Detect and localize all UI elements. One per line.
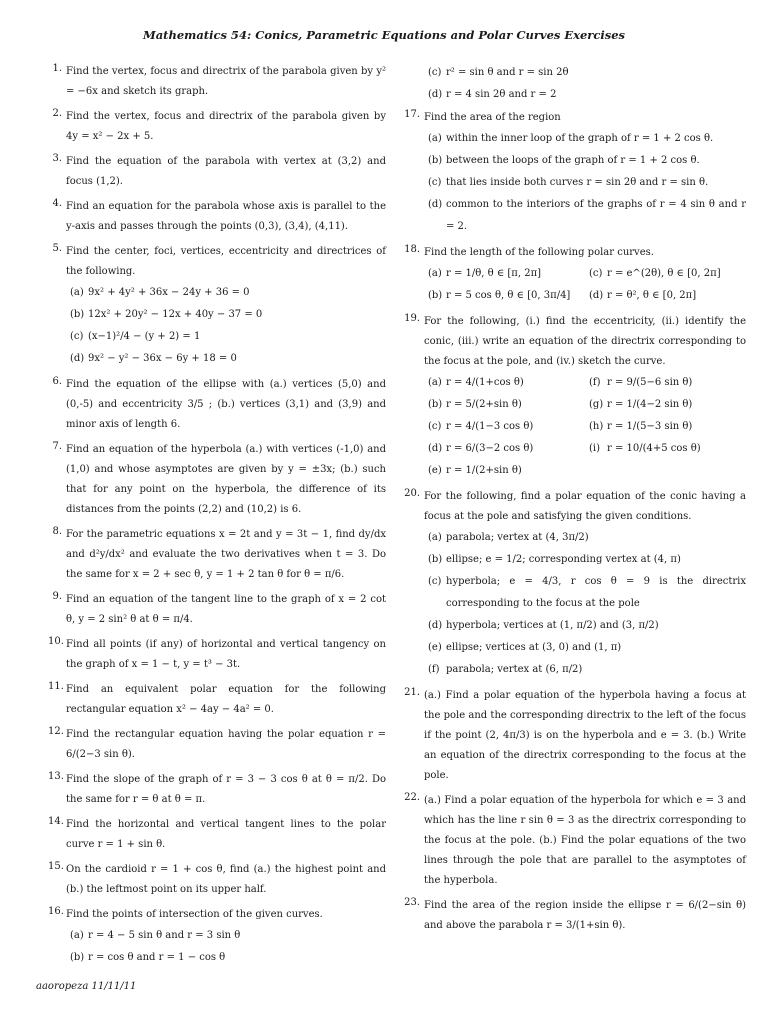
sub-part-text: between the loops of the graph of r = 1 + 2 cos θ. (446, 155, 700, 166)
sub-part-text: r = 4/(1+cos θ) (446, 377, 524, 388)
sub-part-text: within the inner loop of the graph of r = 1 + 2 cos θ. (446, 133, 714, 144)
sub-part-text: 12x² + 20y² − 12x + 40y − 37 = 0 (88, 309, 263, 320)
problem (48, 770, 386, 810)
problem-text: Find the length of the following polar curves. (424, 247, 654, 258)
sub-part-text: r = 10/(4+5 cos θ) (607, 443, 701, 454)
sub-part-label: (b) (428, 155, 443, 166)
sub-part-row (424, 416, 746, 438)
sub-part-text: r = 1/θ, θ ∈ [π, 2π] (446, 268, 542, 279)
sub-part (424, 84, 746, 106)
sub-part (424, 416, 585, 438)
sub-part-label: (i) (589, 443, 601, 454)
left-column (48, 62, 386, 974)
sub-part (585, 285, 746, 307)
problem-number: 5. (52, 243, 62, 254)
problem-text: Find the horizontal and vertical tangent lines to the polar curve r = 1 + sin θ. (66, 819, 386, 850)
sub-part (66, 947, 386, 969)
sub-part (424, 372, 585, 394)
sub-part-row (424, 438, 746, 460)
sub-part-label: (h) (589, 421, 604, 432)
sub-part-text: hyperbola; e = 4/3, r cos θ = 9 is the directrix corresponding to the focus at the pole (446, 576, 746, 609)
problem (400, 686, 746, 786)
sub-part-text: r = 4 − 5 sin θ and r = 3 sin θ (88, 930, 241, 941)
sub-part (424, 527, 746, 549)
problem-text: Find all points (if any) of horizontal and vertical tangency on the graph of x = 1 − t, y = t³ − 3t. (66, 639, 386, 670)
sub-part-label: (e) (428, 465, 442, 476)
sub-part (424, 285, 585, 307)
sub-part-text: parabola; vertex at (6, π/2) (446, 664, 583, 675)
sub-part-label: (d) (589, 290, 604, 301)
problem-number: 17. (404, 109, 420, 120)
sub-part-text: common to the interiors of the graphs of r = 4 sin θ and r = 2. (446, 199, 746, 232)
sub-part-text: ellipse; vertices at (3, 0) and (1, π) (446, 642, 622, 653)
problem (48, 725, 386, 765)
problem-number: 8. (52, 526, 62, 537)
sub-part-text: (x−1)²/4 − (y + 2) = 1 (88, 331, 201, 342)
problem (48, 152, 386, 192)
sub-part-text: r = 6/(3−2 cos θ) (446, 443, 534, 454)
sub-part-label: (f) (589, 377, 601, 388)
sub-part-label: (c) (428, 421, 442, 432)
sub-part-label: (b) (70, 309, 85, 320)
sub-part (424, 194, 746, 238)
problem-text: Find the area of the region inside the ellipse r = 6/(2−sin θ) and above the parabola r = 3/(1+sin θ). (424, 900, 746, 931)
sub-part (66, 282, 386, 304)
sub-part-label: (g) (589, 399, 604, 410)
problem-number: 20. (404, 488, 420, 499)
problem (48, 680, 386, 720)
problem (400, 312, 746, 482)
sub-part-text: 9x² − y² − 36x − 6y + 18 = 0 (88, 353, 237, 364)
problem-number: 6. (52, 376, 62, 387)
sub-part-text: 9x² + 4y² + 36x − 24y + 36 = 0 (88, 287, 250, 298)
sub-part (424, 128, 746, 150)
sub-part-text: r = 1/(2+sin θ) (446, 465, 522, 476)
sub-part-text: r = cos θ and r = 1 − cos θ (88, 952, 226, 963)
sub-part (66, 326, 386, 348)
sub-part (585, 416, 746, 438)
problem (48, 905, 386, 969)
problem-text: Find the center, foci, vertices, eccentricity and directrices of the following. (66, 246, 386, 277)
sub-part-label: (c) (428, 576, 442, 587)
problem-number: 19. (404, 313, 420, 324)
sub-part (424, 438, 585, 460)
problem-text: For the parametric equations x = 2t and y = 3t − 1, find dy/dx and d²y/dx² and evaluate the two derivatives when t = 3. Do the same for x = 2 + sec θ, y = 1 + 2 tan θ for θ = π/6. (66, 529, 386, 580)
problem-text: (a.) Find a polar equation of the hyperbola for which e = 3 and which has the line r sin θ = 3 as the directrix corresponding to the focus at the pole. (b.) Find the polar equations of the two lines through the pole that are parallel to the asymptotes of the hyperbola. (424, 795, 746, 886)
sub-part-label: (d) (428, 620, 443, 631)
sub-part (424, 571, 746, 615)
problem (48, 815, 386, 855)
sub-part (585, 372, 746, 394)
sub-part-label: (a) (428, 133, 442, 144)
sub-part-text: r = 5 cos θ, θ ∈ [0, 3π/4] (446, 290, 571, 301)
problem-number: 18. (404, 244, 420, 255)
sub-part (66, 925, 386, 947)
sub-part (585, 438, 746, 460)
problem-text: Find the area of the region (424, 112, 561, 123)
sub-part (424, 150, 746, 172)
sub-part-label: (b) (428, 399, 443, 410)
problem-text: Find an equivalent polar equation for the following rectangular equation x² − 4ay − 4a² = 0. (66, 684, 386, 715)
footer-author-date: aaoropeza 11/11/11 (36, 981, 137, 992)
problem-number: 12. (48, 726, 64, 737)
sub-part-text: r = 4/(1−3 cos θ) (446, 421, 534, 432)
sub-part (424, 637, 746, 659)
problem-text: Find an equation for the parabola whose axis is parallel to the y-axis and passes through the points (0,3), (3,4), (4,11). (66, 201, 386, 232)
problem-text: Find the equation of the parabola with vertex at (3,2) and focus (1,2). (66, 156, 386, 187)
problem (48, 242, 386, 370)
problem-number: 4. (52, 198, 62, 209)
sub-part-text: r = θ², θ ∈ [0, 2π] (607, 290, 697, 301)
sub-part-row (424, 460, 746, 482)
sub-part-label: (a) (70, 930, 84, 941)
problem (400, 108, 746, 238)
problem-16-continued (400, 62, 746, 106)
sub-part-label: (c) (70, 331, 84, 342)
sub-part-text: r = 1/(4−2 sin θ) (607, 399, 693, 410)
sub-part (424, 659, 746, 681)
sub-part (585, 394, 746, 416)
problem-text: Find the equation of the ellipse with (a.) vertices (5,0) and (0,-5) and eccentricity 3/5 ; (b.) vertices (3,1) and (3,9) and minor axis of length 6. (66, 379, 386, 430)
problem-number: 21. (404, 687, 420, 698)
sub-part-label: (d) (428, 89, 443, 100)
problem-number: 22. (404, 792, 420, 803)
sub-part (66, 304, 386, 326)
sub-part-label: (c) (589, 268, 603, 279)
problem-number: 11. (48, 681, 64, 692)
problem-number: 15. (48, 861, 64, 872)
sub-part-text: r = 9/(5−6 sin θ) (607, 377, 693, 388)
sub-part-row (424, 263, 746, 285)
problem-text: Find the vertex, focus and directrix of the parabola given by 4y = x² − 2x + 5. (66, 111, 386, 142)
problem (48, 62, 386, 102)
sub-part-row (424, 285, 746, 307)
sub-part (585, 263, 746, 285)
sub-part-label: (a) (428, 532, 442, 543)
problem-text: On the cardioid r = 1 + cos θ, find (a.) the highest point and (b.) the leftmost point on its upper half. (66, 864, 386, 895)
right-column (400, 62, 746, 941)
problem (400, 487, 746, 681)
problem-number: 2. (52, 108, 62, 119)
sub-part-label: (f) (428, 664, 440, 675)
problem-text: Find an equation of the hyperbola (a.) with vertices (-1,0) and (1,0) and whose asymptotes are given by y = ±3x; (b.) such that for any point on the hyperbola, the difference of its distances from the points (2,2) and (10,2) is 6. (66, 444, 386, 515)
sub-part-label: (a) (70, 287, 84, 298)
sub-part (424, 460, 585, 482)
sub-part (424, 615, 746, 637)
sub-part-text: r = e^(2θ), θ ∈ [0, 2π] (607, 268, 721, 279)
sub-part-label: (d) (428, 199, 443, 210)
sub-part (66, 348, 386, 370)
problem-text: Find the slope of the graph of r = 3 − 3 cos θ at θ = π/2. Do the same for r = θ at θ = π. (66, 774, 386, 805)
sub-part-text: ellipse; e = 1/2; corresponding vertex at (4, π) (446, 554, 681, 565)
problem-text: Find the rectangular equation having the polar equation r = 6/(2−3 sin θ). (66, 729, 386, 760)
problem (48, 860, 386, 900)
problem-text: For the following, find a polar equation of the conic having a focus at the pole and satisfying the given conditions. (424, 491, 746, 522)
problem-number: 16. (48, 906, 64, 917)
sub-part-label: (e) (428, 642, 442, 653)
problem-text: Find the points of intersection of the given curves. (66, 909, 323, 920)
problem (48, 197, 386, 237)
sub-part-text: hyperbola; vertices at (1, π/2) and (3, π/2) (446, 620, 659, 631)
problem-number: 10. (48, 636, 64, 647)
sub-part-text: r = 1/(5−3 sin θ) (607, 421, 693, 432)
problem-number: 7. (52, 441, 62, 452)
problem (400, 791, 746, 891)
problem (48, 635, 386, 675)
sub-part-row (424, 372, 746, 394)
sub-part-label: (b) (70, 952, 85, 963)
sub-part (585, 460, 746, 482)
sub-part-text: r² = sin θ and r = sin 2θ (446, 67, 569, 78)
problem-text: Find an equation of the tangent line to the graph of x = 2 cot θ, y = 2 sin² θ at θ = π/4. (66, 594, 386, 625)
problem-number: 14. (48, 816, 64, 827)
problem (48, 525, 386, 585)
problem-number: 13. (48, 771, 64, 782)
problem-text: For the following, (i.) find the eccentricity, (ii.) identify the conic, (iii.) write an equation of the directrix corresponding to the focus at the pole, and (iv.) sketch the curve. (424, 316, 746, 367)
problem (48, 107, 386, 147)
problem-number: 3. (52, 153, 62, 164)
sub-part-label: (a) (428, 268, 442, 279)
sub-part-label: (b) (428, 290, 443, 301)
problem-text: Find the vertex, focus and directrix of the parabola given by y² = −6x and sketch its graph. (66, 66, 386, 97)
page-title: Mathematics 54: Conics, Parametric Equations and Polar Curves Exercises (142, 28, 625, 42)
problem (48, 375, 386, 435)
sub-part-row (424, 394, 746, 416)
sub-part-label: (a) (428, 377, 442, 388)
sub-part-label: (d) (70, 353, 85, 364)
sub-part-label: (d) (428, 443, 443, 454)
problem (48, 590, 386, 630)
sub-part-text: r = 5/(2+sin θ) (446, 399, 522, 410)
problem-text: (a.) Find a polar equation of the hyperbola having a focus at the pole and the corresponding directrix to the left of the focus if the point (2, 4π/3) is on the hyperbola and e = 3. (b.) Write an equation of the directrix corresponding to the focus at the pole. (424, 690, 746, 781)
sub-part (424, 549, 746, 571)
problem-number: 1. (52, 63, 62, 74)
problem (400, 896, 746, 936)
problem-number: 9. (52, 591, 62, 602)
sub-part-text: that lies inside both curves r = sin 2θ and r = sin θ. (446, 177, 709, 188)
problem-number: 23. (404, 897, 420, 908)
sub-part (424, 394, 585, 416)
sub-part (424, 263, 585, 285)
sub-part (424, 62, 746, 84)
sub-part-text: parabola; vertex at (4, 3π/2) (446, 532, 589, 543)
sub-part-label: (c) (428, 67, 442, 78)
sub-part (424, 172, 746, 194)
problem (400, 243, 746, 307)
problem (48, 440, 386, 520)
sub-part-text: r = 4 sin 2θ and r = 2 (446, 89, 557, 100)
sub-part-label: (b) (428, 554, 443, 565)
sub-part-label: (c) (428, 177, 442, 188)
